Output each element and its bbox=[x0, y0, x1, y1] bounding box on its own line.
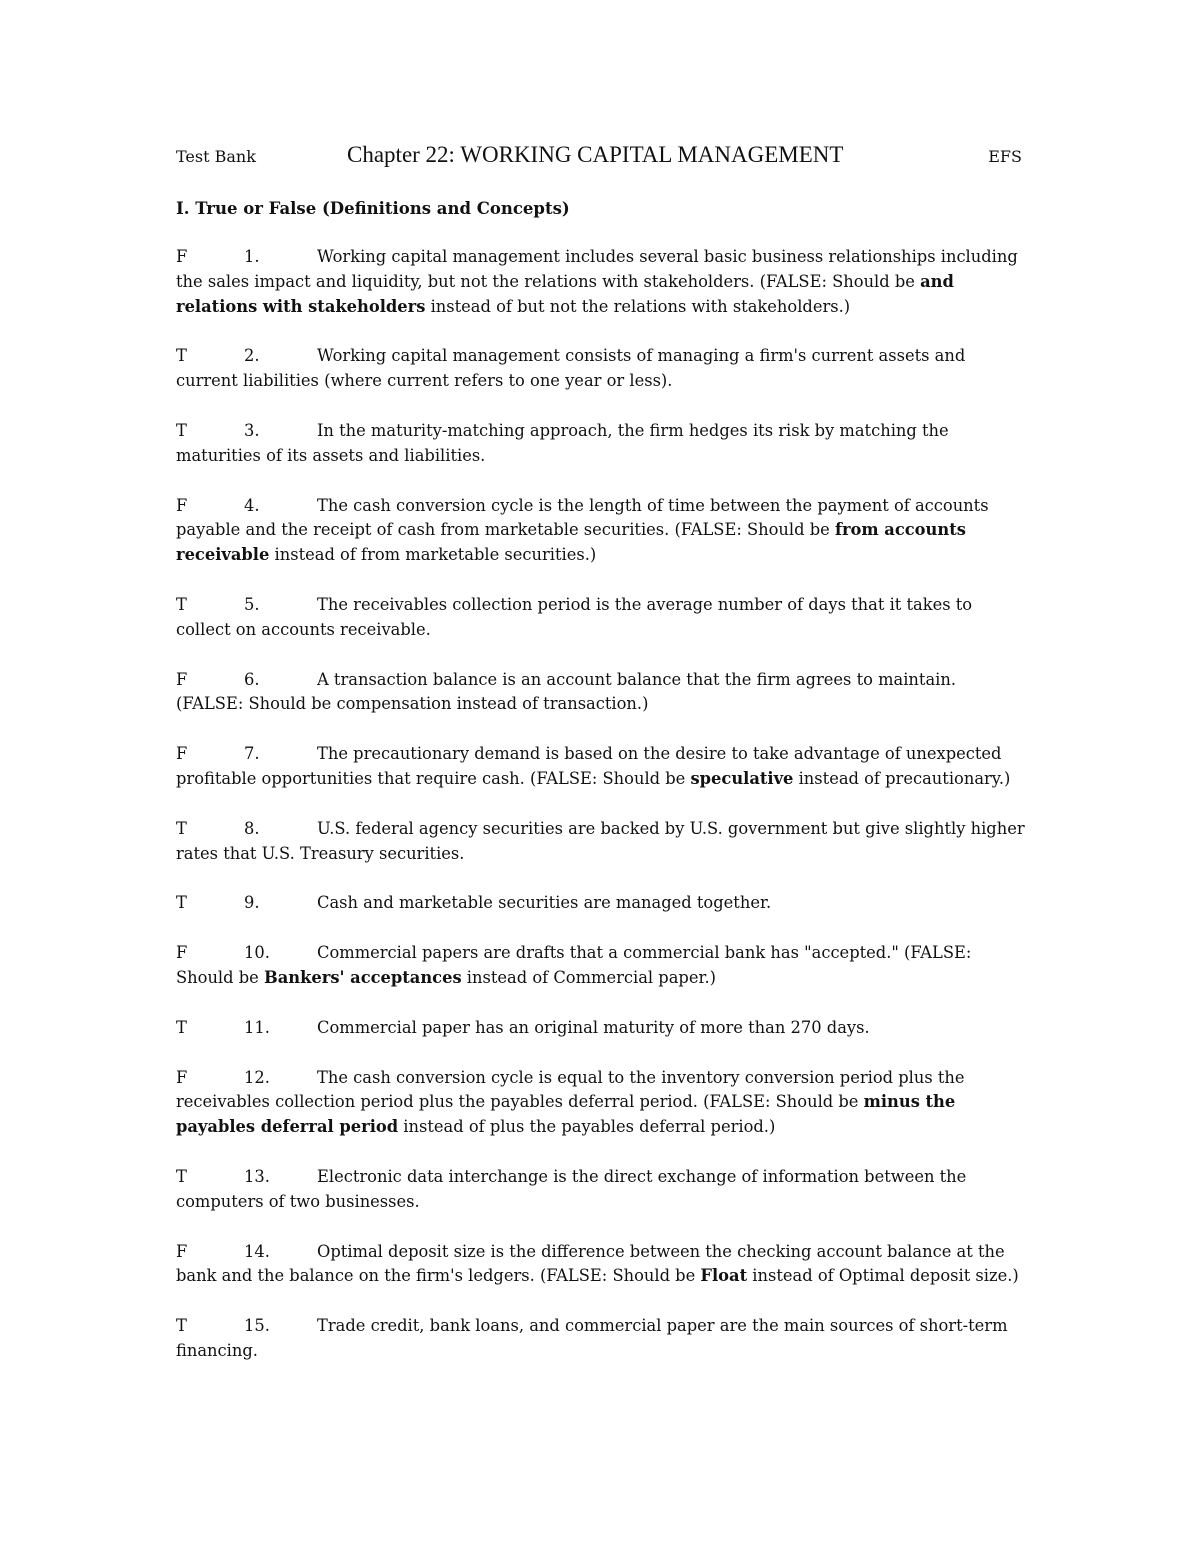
question-text: Electronic data interchange is the direct exchange of information between the computers of two businesses. bbox=[176, 1166, 967, 1211]
question-number: 11. bbox=[244, 1017, 270, 1037]
question-number: 10. bbox=[244, 943, 270, 963]
answer-label: T bbox=[176, 1017, 187, 1037]
answer-label: F bbox=[176, 669, 188, 689]
page-header bbox=[176, 142, 1026, 172]
question-item bbox=[176, 817, 1026, 867]
question-item bbox=[176, 245, 1026, 319]
correction-bold: from accounts receivable bbox=[176, 520, 966, 565]
answer-label: T bbox=[176, 420, 187, 440]
question-number: 12. bbox=[244, 1067, 270, 1087]
question-number: 6. bbox=[244, 669, 260, 689]
answer-label: T bbox=[176, 594, 187, 614]
question-number: 5. bbox=[244, 594, 260, 614]
question-text: U.S. federal agency securities are backed by U.S. government but give slightly higher rates that U.S. Treasury securities. bbox=[176, 818, 1025, 863]
answer-label: F bbox=[176, 247, 188, 266]
question-item bbox=[176, 1240, 1026, 1290]
question-item bbox=[176, 593, 1026, 643]
answer-label: T bbox=[176, 818, 187, 838]
answer-label: F bbox=[176, 943, 188, 963]
question-text: The cash conversion cycle is the length of time between the payment of accounts payable and the receipt of cash from marketable securities. (FALSE: Should be bbox=[176, 495, 989, 540]
question-text: In the maturity-matching approach, the firm hedges its risk by matching the maturities of its assets and liabilities. bbox=[176, 420, 949, 465]
question-text-after: instead of but not the relations with stakeholders.) bbox=[425, 296, 851, 316]
question-item bbox=[176, 668, 1026, 718]
correction-bold: and relations with stakeholders bbox=[176, 271, 954, 316]
question-item bbox=[176, 344, 1026, 394]
question-item bbox=[176, 419, 1026, 469]
section-title: I. True or False (Definitions and Concepts) bbox=[176, 199, 570, 218]
answer-label: T bbox=[176, 1316, 187, 1336]
question-text: Trade credit, bank loans, and commercial paper are the main sources of short-term financing. bbox=[176, 1316, 1008, 1360]
question-item bbox=[176, 1165, 1026, 1215]
header-right-label: EFS bbox=[988, 147, 1022, 166]
question-text: A transaction balance is an account balance that the firm agrees to maintain. (FALSE: Should be compensation instead of transaction.) bbox=[176, 669, 957, 714]
question-text: Working capital management consists of managing a firm's current assets and current liabilities (where current refers to one year or less). bbox=[176, 346, 966, 391]
chapter-title: Chapter 22: WORKING CAPITAL MANAGEMENT bbox=[347, 142, 844, 167]
question-item bbox=[176, 742, 1026, 792]
question-text: Working capital management includes several basic business relationships including the sales impact and liquidity, but not the relations with stakeholders. (FALSE: Should be bbox=[176, 247, 1018, 291]
correction-bold: Float bbox=[700, 1266, 748, 1286]
question-text: Commercial papers are drafts that a commercial bank has "accepted." (FALSE: Should be bbox=[176, 943, 972, 987]
question-item bbox=[176, 1066, 1026, 1140]
question-number: 13. bbox=[244, 1166, 270, 1186]
question-text-after: instead of Optimal deposit size.) bbox=[747, 1266, 1019, 1286]
question-text-after: instead of precautionary.) bbox=[793, 768, 1011, 788]
correction-bold: speculative bbox=[690, 768, 794, 788]
question-number: 14. bbox=[244, 1241, 270, 1261]
answer-label: F bbox=[176, 744, 188, 764]
answer-label: T bbox=[176, 893, 187, 913]
answer-label: T bbox=[176, 1166, 187, 1186]
question-text-after: instead of from marketable securities.) bbox=[269, 545, 597, 565]
question-item bbox=[176, 1314, 1026, 1364]
question-item bbox=[176, 494, 1026, 568]
question-number: 4. bbox=[244, 495, 260, 515]
question-text-after: instead of Commercial paper.) bbox=[461, 967, 717, 987]
question-text-after: instead of plus the payables deferral period.) bbox=[398, 1117, 776, 1137]
question-text: The cash conversion cycle is equal to the inventory conversion period plus the receivables collection period plus the payables deferral period. (FALSE: Should be bbox=[176, 1067, 965, 1112]
correction-bold: Bankers' acceptances bbox=[263, 967, 462, 987]
correction-bold: minus the payables deferral period bbox=[176, 1092, 956, 1137]
answer-label: F bbox=[176, 1067, 188, 1087]
question-number: 9. bbox=[244, 893, 260, 913]
question-list bbox=[176, 245, 1026, 1364]
question-text: Optimal deposit size is the difference between the checking account balance at the bank and the balance on the firm's ledgers. (FALSE: Should be bbox=[176, 1241, 1005, 1286]
question-number: 1. bbox=[244, 247, 260, 266]
answer-label: F bbox=[176, 1241, 188, 1261]
answer-label: T bbox=[176, 346, 187, 366]
question-number: 15. bbox=[244, 1316, 270, 1336]
question-text: The receivables collection period is the average number of days that it takes to collect on accounts receivable. bbox=[176, 594, 973, 639]
question-item bbox=[176, 891, 1026, 916]
question-item bbox=[176, 941, 1026, 991]
question-text: The precautionary demand is based on the desire to take advantage of unexpected profitable opportunities that require cash. (FALSE: Should be bbox=[176, 744, 1002, 788]
document-page bbox=[176, 142, 1026, 1389]
question-number: 2. bbox=[244, 346, 260, 366]
answer-label: F bbox=[176, 495, 188, 515]
question-text: Cash and marketable securities are managed together. bbox=[317, 893, 772, 913]
header-left-label: Test Bank bbox=[176, 147, 256, 166]
question-number: 8. bbox=[244, 818, 260, 838]
question-number: 3. bbox=[244, 420, 260, 440]
question-text: Commercial paper has an original maturity of more than 270 days. bbox=[317, 1017, 870, 1037]
question-number: 7. bbox=[244, 744, 260, 764]
question-item bbox=[176, 1016, 1026, 1041]
